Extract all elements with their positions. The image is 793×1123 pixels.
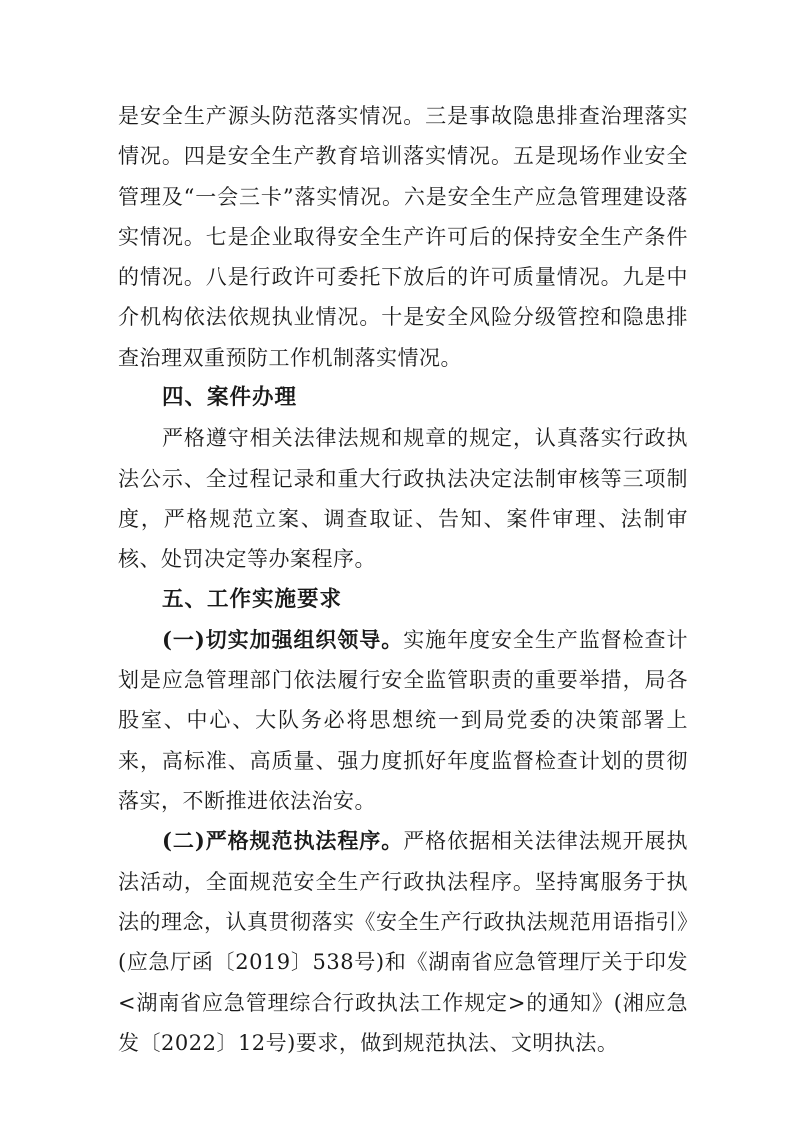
document-body (118, 96, 688, 1063)
subheading-enforcement-procedure: (二)严格规范执法程序。 (162, 828, 404, 854)
paragraph-case-handling: 严格遵守相关法律法规和规章的规定，认真落实行政执法公示、全过程记录和重大行政执法决定法制审核等三项制度，严格规范立案、调查取证、告知、案件审理、法制审核、处罚决定等办案程序。 (118, 426, 688, 572)
paragraph-organization-leadership (118, 620, 688, 821)
paragraph-organization-leadership-text: 实施年度安全生产监督检查计划是应急管理部门依法履行安全监管职责的重要举措，局各股室、中心、大队务必将思想统一到局党委的决策部署上来，高标准、高质量、强力度抓好年度监督检查计划的贯彻落实，不断推进依法治安。 (118, 627, 688, 814)
paragraph-enforcement-procedure-text: 严格依据相关法律法规开展执法活动，全面规范安全生产行政执法程序。坚持寓服务于执法的理念，认真贯彻落实《安全生产行政执法规范用语指引》(应急厅函〔2019〕538号)和《湖南省应急管理厅关于印发<湖南省应急管理综合行政执法工作规定>的通知》(湘应急发〔2022〕12号)要求，做到规范执法、文明执法。 (118, 829, 688, 1055)
subheading-organization-leadership: (一)切实加强组织领导。 (162, 626, 404, 652)
paragraph-inspection-items: 是安全生产源头防范落实情况。三是事故隐患排查治理落实情况。四是安全生产教育培训落实情况。五是现场作业安全管理及“一会三卡”落实情况。六是安全生产应急管理建设落实情况。七是企业取得安全生产许可后的保持安全生产条件的情况。八是行政许可委托下放后的许可质量情况。九是中介机构依法依规执业情况。十是安全风险分级管控和隐患排查治理双重预防工作机制落实情况。 (118, 104, 688, 370)
paragraph-enforcement-procedure (118, 821, 688, 1063)
heading-work-requirements: 五、工作实施要求 (162, 586, 343, 612)
heading-case-handling: 四、案件办理 (162, 385, 298, 411)
